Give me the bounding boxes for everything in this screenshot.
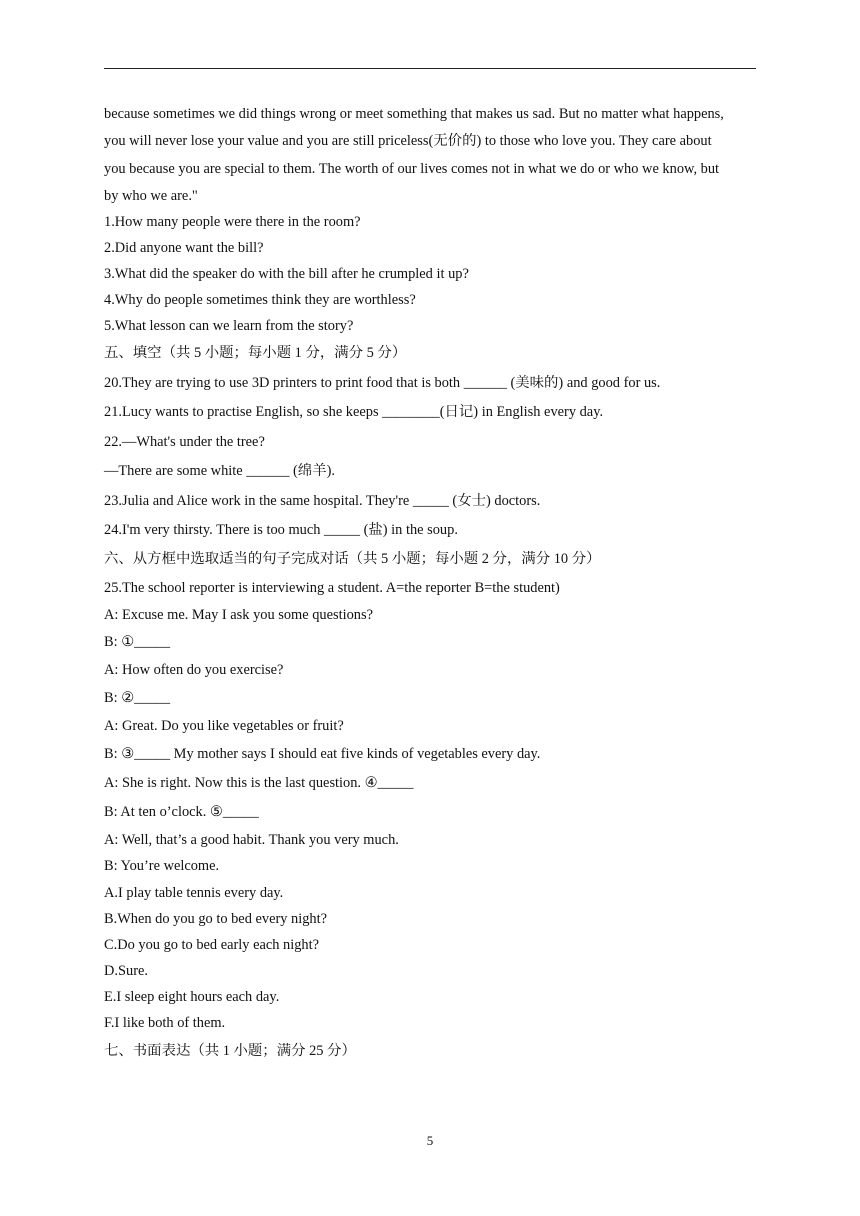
dialogue-line: B: You’re welcome. xyxy=(104,858,220,874)
fill-item-22-answer: —There are some white ______ (绵羊). xyxy=(104,463,335,479)
section-6-heading: 六、从方框中选取适当的句子完成对话（共 5 小题；每小题 2 分，满分 10 分） xyxy=(104,551,601,567)
question-4: 4.Why do people sometimes think they are worthless? xyxy=(104,292,416,308)
dialogue-line: A: Well, that’s a good habit. Thank you very much. xyxy=(104,832,399,848)
option-e: E.I sleep eight hours each day. xyxy=(104,989,280,1005)
fill-item-24: 24.I'm very thirsty. There is too much _____ (盐) in the soup. xyxy=(104,522,458,538)
passage-line: you will never lose your value and you are still priceless(无价的) to those who love you. They care about xyxy=(104,133,712,149)
question-2: 2.Did anyone want the bill? xyxy=(104,240,264,256)
option-b: B.When do you go to bed every night? xyxy=(104,911,328,927)
passage-line: by who we are." xyxy=(104,188,198,204)
option-f: F.I like both of them. xyxy=(104,1015,226,1031)
fill-item-23: 23.Julia and Alice work in the same hospital. They're _____ (女士) doctors. xyxy=(104,493,541,509)
option-d: D.Sure. xyxy=(104,963,148,979)
dialogue-line: B: ②_____ xyxy=(104,690,171,706)
section-5-heading: 五、填空（共 5 小题；每小题 1 分，满分 5 分） xyxy=(104,345,407,361)
dialogue-line: A: How often do you exercise? xyxy=(104,662,284,678)
fill-item-21: 21.Lucy wants to practise English, so she keeps ________(日记) in English every day. xyxy=(104,404,604,420)
dialogue-line: B: ③_____ My mother says I should eat five kinds of vegetables every day. xyxy=(104,746,541,762)
option-a: A.I play table tennis every day. xyxy=(104,885,284,901)
page-number: 5 xyxy=(426,1133,434,1148)
dialogue-line: B: At ten o’clock. ⑤_____ xyxy=(104,804,259,820)
fill-item-20: 20.They are trying to use 3D printers to print food that is both ______ (美味的) and good for us. xyxy=(104,375,661,391)
header-rule xyxy=(104,68,756,69)
dialogue-line: A: Great. Do you like vegetables or fruit? xyxy=(104,718,344,734)
dialogue-line: A: Excuse me. May I ask you some questions? xyxy=(104,607,373,623)
option-c: C.Do you go to bed early each night? xyxy=(104,937,320,953)
question-5: 5.What lesson can we learn from the story? xyxy=(104,318,354,334)
section-7-heading: 七、书面表达（共 1 小题；满分 25 分） xyxy=(104,1043,356,1059)
passage-line: you because you are special to them. The worth of our lives comes not in what we do or who we know, but xyxy=(104,161,720,177)
dialogue-line: B: ①_____ xyxy=(104,634,171,650)
dialogue-intro: 25.The school reporter is interviewing a student. A=the reporter B=the student) xyxy=(104,580,560,596)
passage-line: because sometimes we did things wrong or meet something that makes us sad. But no matter what happens, xyxy=(104,106,724,122)
question-3: 3.What did the speaker do with the bill after he crumpled it up? xyxy=(104,266,469,282)
question-1: 1.How many people were there in the room? xyxy=(104,214,361,230)
fill-item-22-question: 22.—What's under the tree? xyxy=(104,434,265,450)
dialogue-line: A: She is right. Now this is the last question. ④_____ xyxy=(104,775,414,791)
